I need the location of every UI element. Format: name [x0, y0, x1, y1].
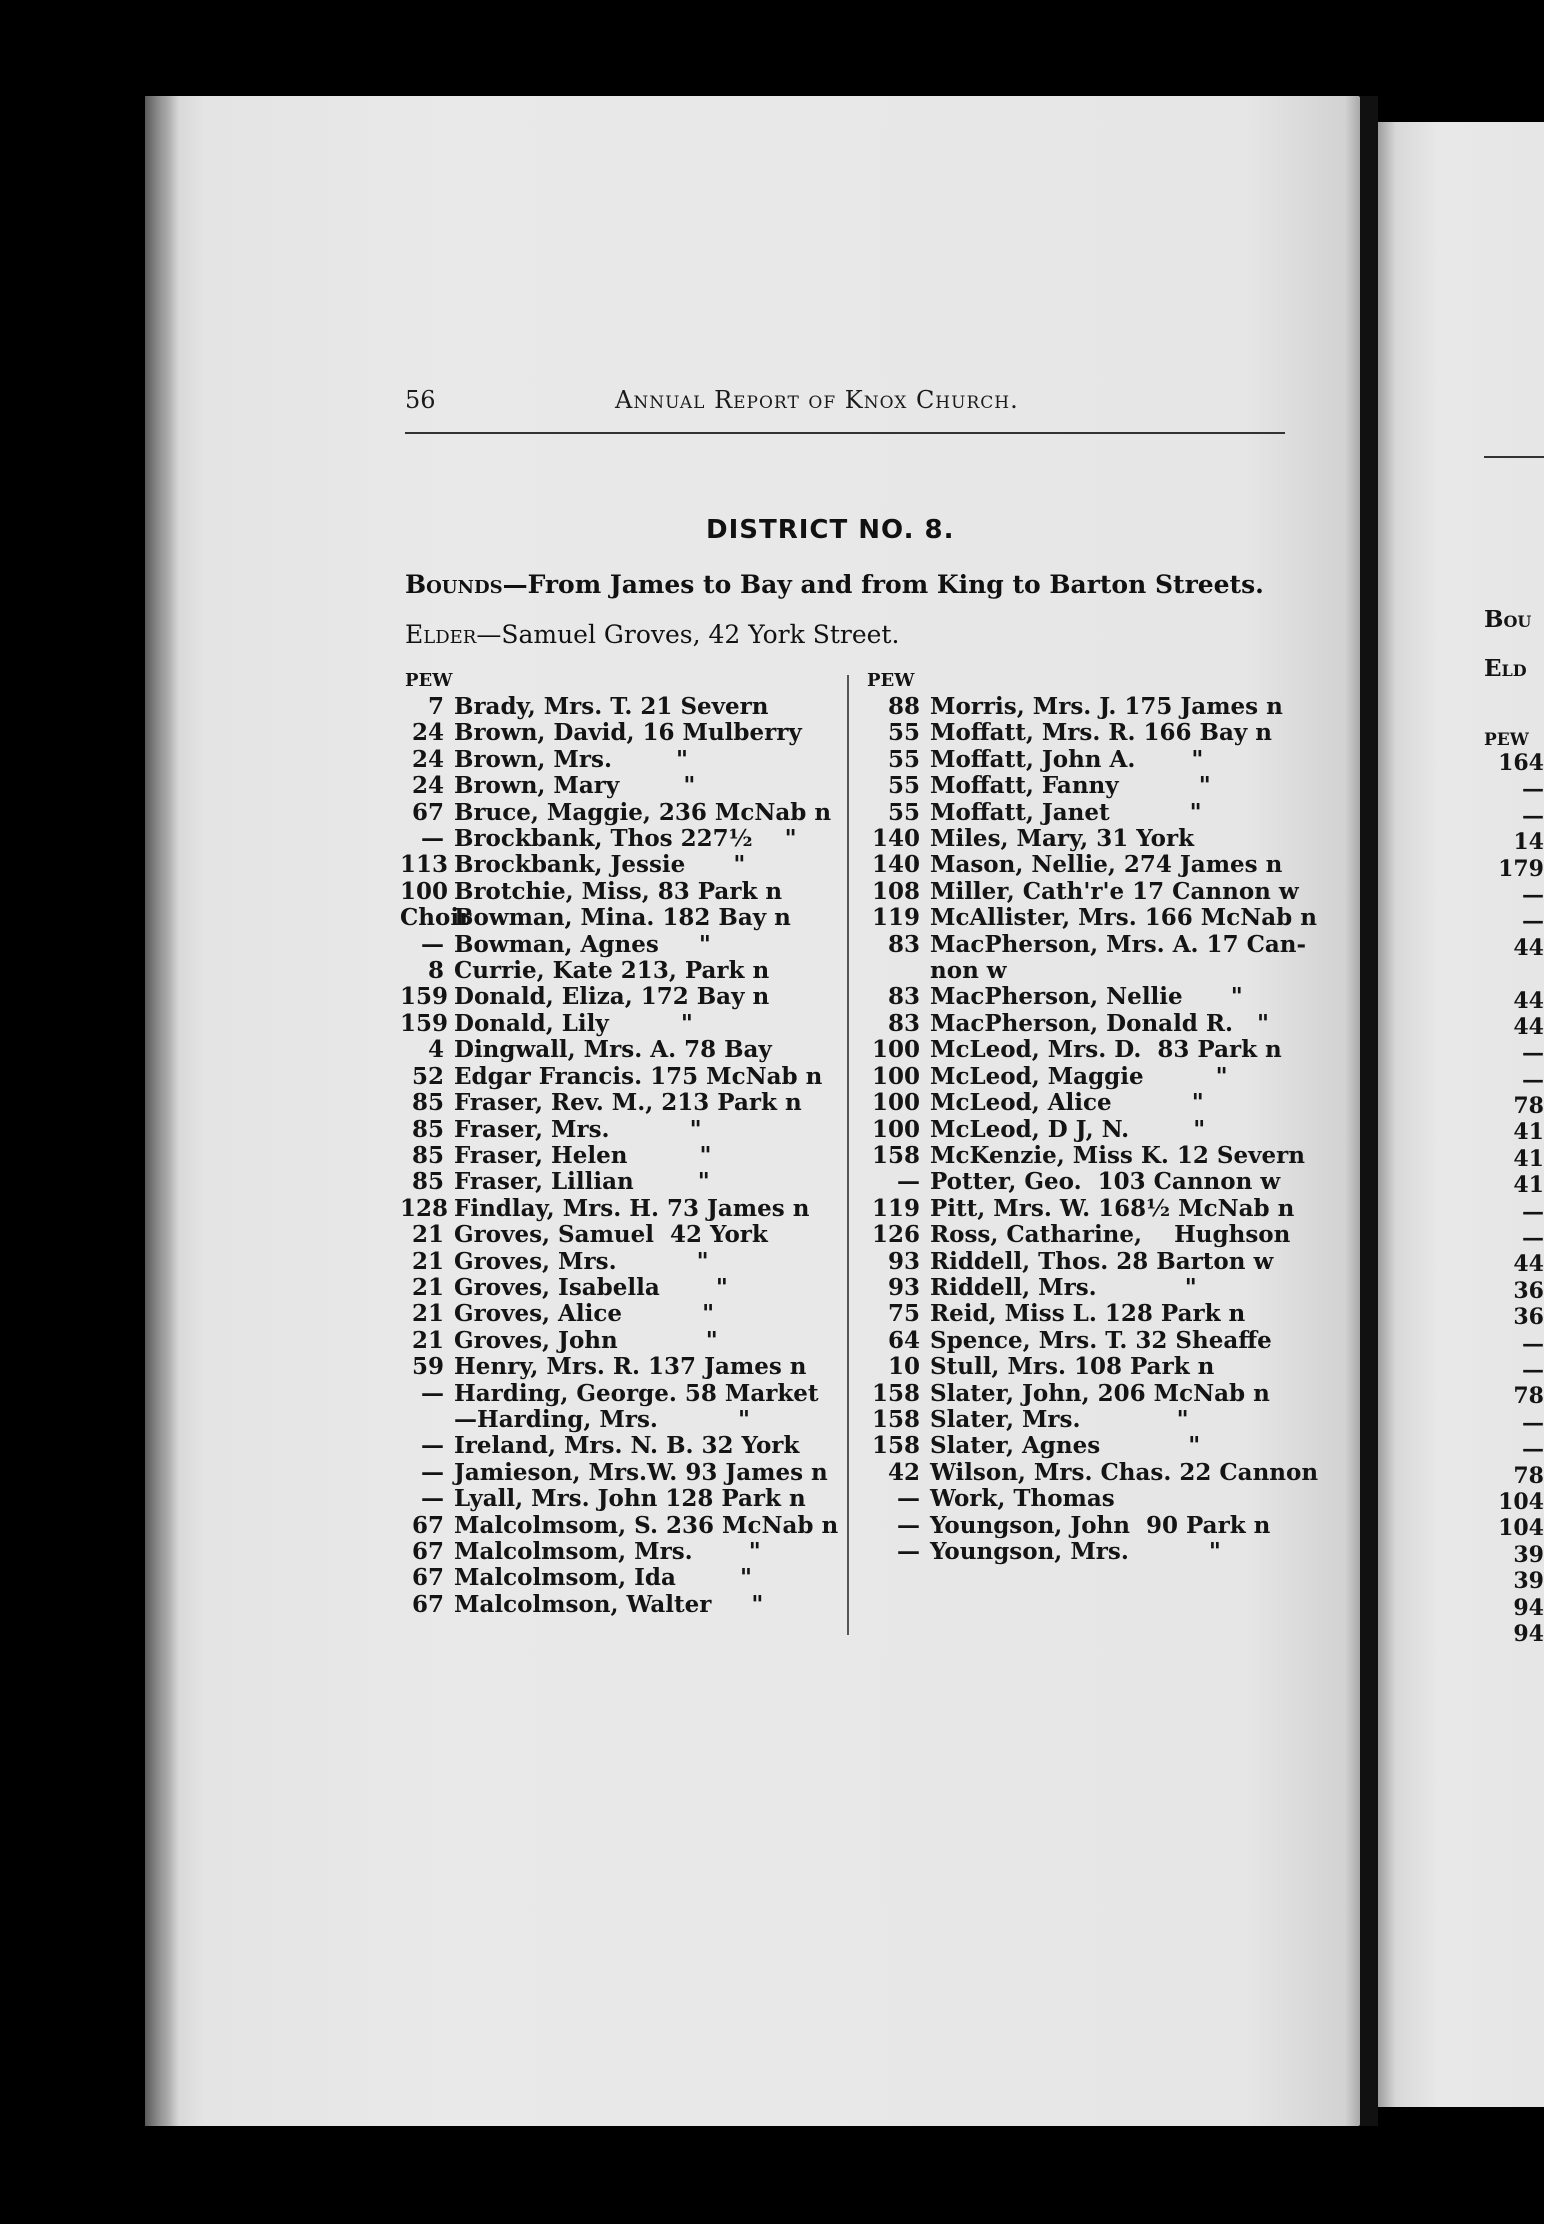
- pew-number: 21: [411, 1326, 444, 1354]
- member-row: [400, 1460, 840, 1486]
- facing-pew-number: 39: [1513, 1541, 1544, 1568]
- facing-pew-number: 41: [1513, 1119, 1544, 1146]
- member-entry: Fraser, Mrs. ": [454, 1115, 702, 1143]
- facing-pew-number: —: [1522, 1225, 1544, 1252]
- member-entry: Youngson, Mrs. ": [930, 1538, 1221, 1565]
- pew-number: 158: [871, 1141, 920, 1169]
- facing-pew-number: 164: [1498, 750, 1544, 776]
- pew-number: 83: [887, 930, 920, 958]
- pew-number: 59: [411, 1353, 444, 1381]
- member-row: [862, 1275, 1302, 1301]
- elder-label: Elder: [405, 620, 477, 649]
- member-entry: Edgar Francis. 175 McNab n: [454, 1062, 823, 1090]
- facing-pew-number: 14: [1513, 829, 1544, 856]
- pew-number: 100: [871, 1062, 920, 1090]
- pew-number: 24: [411, 772, 444, 800]
- member-row: [400, 747, 840, 773]
- member-entry: —Harding, Mrs. ": [454, 1405, 750, 1433]
- bounds-text: —From James to Bay and from King to Barton Streets.: [502, 570, 1264, 599]
- member-row: [400, 1037, 840, 1063]
- member-entry: Fraser, Rev. M., 213 Park n: [454, 1089, 802, 1117]
- pew-number: 85: [411, 1168, 444, 1196]
- pew-number: 67: [411, 1590, 444, 1618]
- member-entry: Harding, George. 58 Market: [454, 1379, 819, 1407]
- facing-pew-number: 41: [1513, 1145, 1544, 1172]
- member-row: [862, 1117, 1302, 1143]
- member-entry: Groves, Mrs. ": [454, 1247, 709, 1275]
- member-entry: Malcolmsom, Ida ": [454, 1564, 752, 1592]
- pew-number: —: [421, 1485, 444, 1513]
- pew-number: —: [421, 825, 444, 853]
- member-row: [862, 879, 1302, 905]
- member-entry: Groves, Isabella ": [454, 1273, 728, 1301]
- pew-number: 24: [411, 745, 444, 773]
- member-row: [400, 1565, 840, 1591]
- pew-number: Choir: [400, 904, 472, 932]
- right-member-column: [862, 668, 1319, 1565]
- member-row: [400, 826, 840, 852]
- member-row: [400, 879, 840, 905]
- facing-pew-number: [1490, 961, 1544, 987]
- pew-number: 83: [887, 1009, 920, 1037]
- member-entry: Brockbank, Jessie ": [454, 851, 746, 879]
- pew-number: 158: [871, 1379, 920, 1407]
- member-row: [400, 1249, 840, 1275]
- member-entry: McLeod, Alice ": [930, 1089, 1204, 1117]
- facing-bounds-fragment: Bou: [1484, 606, 1532, 633]
- facing-pew-number: 44: [1513, 1013, 1544, 1040]
- pew-number: 52: [411, 1062, 444, 1090]
- member-entry: Brown, David, 16 Mulberry: [454, 719, 802, 747]
- member-entry: Jamieson, Mrs.W. 93 James n: [454, 1458, 828, 1486]
- member-entry: Fraser, Lillian ": [454, 1168, 710, 1196]
- member-row: [400, 800, 840, 826]
- member-entry: Spence, Mrs. T. 32 Sheaffe: [930, 1326, 1272, 1354]
- facing-pew-number: —: [1522, 1066, 1544, 1093]
- member-entry: Pitt, Mrs. W. 168½ McNab n: [930, 1194, 1295, 1222]
- facing-header-rule: [1484, 456, 1544, 458]
- pew-number: 88: [887, 693, 920, 720]
- member-entry: Potter, Geo. 103 Cannon w: [930, 1168, 1281, 1196]
- member-entry: Malcolmsom, Mrs. ": [454, 1538, 761, 1565]
- facing-pew-number: 78: [1513, 1462, 1544, 1489]
- district-bounds: [405, 570, 1264, 599]
- member-entry: Miles, Mary, 31 York: [930, 825, 1195, 853]
- member-row: [400, 1117, 840, 1143]
- facing-pew-number: 36: [1513, 1304, 1544, 1331]
- member-entry: Findlay, Mrs. H. 73 James n: [454, 1194, 810, 1222]
- member-entry: Brown, Mary ": [454, 772, 696, 800]
- left-member-column: [400, 668, 840, 1618]
- member-row: [862, 958, 1302, 984]
- pew-number: —: [421, 1458, 444, 1486]
- pew-number: —: [897, 1168, 920, 1196]
- member-entry: Bruce, Maggie, 236 McNab n: [454, 798, 832, 826]
- facing-elder-fragment: Eld: [1484, 655, 1527, 682]
- member-entry: Donald, Eliza, 172 Bay n: [454, 983, 770, 1011]
- pew-column-header: PEW: [405, 670, 453, 691]
- member-row: [862, 1433, 1302, 1459]
- column-divider: [847, 675, 849, 1635]
- member-entry: Riddell, Thos. 28 Barton w: [930, 1247, 1274, 1275]
- facing-pew-number: —: [1522, 881, 1544, 908]
- member-row: [400, 1301, 840, 1327]
- facing-pew-number: —: [1522, 1436, 1544, 1463]
- pew-number: 100: [871, 1115, 920, 1143]
- facing-pew-number: 78: [1513, 1093, 1544, 1120]
- pew-number: —: [897, 1511, 920, 1539]
- facing-pew-number: —: [1522, 908, 1544, 935]
- member-entry: Slater, Agnes ": [930, 1432, 1201, 1460]
- facing-pew-number: —: [1522, 1356, 1544, 1383]
- pew-number: 21: [411, 1273, 444, 1301]
- pew-number: 85: [411, 1141, 444, 1169]
- pew-number: 67: [411, 1511, 444, 1539]
- member-row: [400, 1539, 840, 1565]
- member-entry: Donald, Lily ": [454, 1009, 693, 1037]
- pew-number: 55: [887, 772, 920, 800]
- pew-number: 55: [887, 745, 920, 773]
- facing-pew-number: —: [1522, 1409, 1544, 1436]
- elder-text: —Samuel Groves, 42 York Street.: [476, 620, 900, 649]
- member-entry: Lyall, Mrs. John 128 Park n: [454, 1485, 806, 1513]
- member-entry: Fraser, Helen ": [454, 1141, 712, 1169]
- pew-number: 67: [411, 1538, 444, 1565]
- pew-number: 126: [871, 1221, 920, 1249]
- member-entry: Brockbank, Thos 227½ ": [454, 825, 797, 853]
- member-entry: Dingwall, Mrs. A. 78 Bay: [454, 1036, 772, 1064]
- district-title: DISTRICT NO. 8.: [706, 515, 955, 545]
- member-row: [862, 1249, 1302, 1275]
- member-entry: Groves, Alice ": [454, 1300, 715, 1328]
- member-row: [400, 852, 840, 878]
- running-head: Annual Report of Knox Church.: [615, 386, 1019, 414]
- page-header: [405, 386, 1285, 420]
- pew-number: 93: [887, 1273, 920, 1301]
- member-entry: McKenzie, Miss K. 12 Severn: [930, 1141, 1305, 1169]
- member-row: [862, 930, 1307, 958]
- member-entry: Morris, Mrs. J. 175 James n: [930, 693, 1283, 720]
- bounds-label: Bounds: [405, 570, 503, 599]
- facing-pew-number: 41: [1513, 1172, 1544, 1199]
- book-gutter: [1360, 96, 1378, 2126]
- pew-number: 158: [871, 1405, 920, 1433]
- facing-pew-number: 94: [1513, 1594, 1544, 1621]
- member-row: [862, 1458, 1319, 1486]
- member-row: [400, 1381, 840, 1407]
- pew-number: 67: [411, 1564, 444, 1592]
- pew-number: 83: [887, 983, 920, 1011]
- pew-number: —: [421, 1432, 444, 1460]
- member-entry: McLeod, Mrs. D. 83 Park n: [930, 1036, 1282, 1064]
- facing-pew-number: 44: [1513, 987, 1544, 1014]
- member-row: [400, 1275, 840, 1301]
- page-number: 56: [405, 386, 436, 414]
- pew-number: 21: [411, 1247, 444, 1275]
- facing-pew-number: —: [1522, 1198, 1544, 1225]
- pew-column-header: PEW: [867, 670, 915, 691]
- member-entry: Stull, Mrs. 108 Park n: [930, 1353, 1215, 1381]
- member-row: [862, 1486, 1302, 1512]
- district-elder: [405, 620, 899, 649]
- member-row: [400, 1328, 840, 1354]
- member-row: [862, 1141, 1305, 1169]
- member-row: [862, 984, 1302, 1010]
- member-row: [400, 1592, 840, 1618]
- pew-number: 159: [400, 983, 449, 1011]
- pew-number: 128: [400, 1194, 449, 1222]
- member-row: [862, 1328, 1302, 1354]
- member-entry: Groves, Samuel 42 York: [454, 1221, 768, 1249]
- member-row: [862, 1354, 1302, 1380]
- pew-number: —: [897, 1485, 920, 1513]
- member-row: [862, 1222, 1302, 1248]
- pew-number: 85: [411, 1115, 444, 1143]
- facing-pew-number: 94: [1513, 1620, 1544, 1647]
- member-entry: Bowman, Mina. 182 Bay n: [454, 904, 791, 932]
- member-row: [400, 932, 840, 958]
- member-entry: Wilson, Mrs. Chas. 22 Cannon: [930, 1458, 1319, 1486]
- member-entry: Malcolmsom, S. 236 McNab n: [454, 1511, 839, 1539]
- facing-pew-number: —: [1522, 802, 1544, 829]
- member-row: [400, 1222, 840, 1248]
- member-entry: Ireland, Mrs. N. B. 32 York: [454, 1432, 800, 1460]
- pew-number: 75: [887, 1300, 920, 1328]
- member-row: [400, 1354, 840, 1380]
- pew-number: —: [421, 1379, 444, 1407]
- pew-number: 119: [871, 904, 920, 932]
- member-entry: Moffatt, Mrs. R. 166 Bay n: [930, 719, 1272, 747]
- member-row: [400, 694, 840, 720]
- member-entry: McAllister, Mrs. 166 McNab n: [930, 904, 1317, 932]
- pew-number: 42: [887, 1458, 920, 1486]
- pew-number: 55: [887, 798, 920, 826]
- pew-number: 55: [887, 719, 920, 747]
- pew-number: 85: [411, 1089, 444, 1117]
- pew-number: 100: [871, 1036, 920, 1064]
- member-row: [862, 694, 1302, 720]
- member-row: [400, 1011, 840, 1037]
- pew-number: 24: [411, 719, 444, 747]
- member-row: [862, 1381, 1302, 1407]
- member-row: [400, 1090, 840, 1116]
- pew-number: 100: [400, 877, 449, 905]
- facing-pew-number: 44: [1513, 934, 1544, 961]
- facing-pew-number: —: [1522, 1330, 1544, 1357]
- pew-number: 64: [887, 1326, 920, 1354]
- member-row: [862, 1169, 1302, 1195]
- member-row: [862, 1301, 1302, 1327]
- member-row: [862, 800, 1302, 826]
- member-row: [400, 1433, 840, 1459]
- facing-pew-number: 39: [1513, 1568, 1544, 1595]
- pew-number: 21: [411, 1300, 444, 1328]
- member-row: [862, 852, 1302, 878]
- member-entry: Moffatt, Janet ": [930, 798, 1202, 826]
- pew-number: 158: [871, 1432, 920, 1460]
- pew-number: 67: [411, 798, 444, 826]
- facing-pew-number: 78: [1513, 1383, 1544, 1410]
- member-entry: Mason, Nellie, 274 James n: [930, 851, 1283, 879]
- facing-pew-header: PEW: [1484, 730, 1529, 750]
- member-row: [862, 904, 1317, 932]
- member-row: [862, 1011, 1302, 1037]
- member-entry: McLeod, Maggie ": [930, 1062, 1228, 1090]
- member-entry: MacPherson, Nellie ": [930, 983, 1243, 1011]
- pew-number: 140: [871, 851, 920, 879]
- member-row: [862, 773, 1302, 799]
- pew-number: —: [897, 1538, 920, 1565]
- facing-pew-number: 104: [1498, 1488, 1544, 1515]
- pew-number: 93: [887, 1247, 920, 1275]
- member-row: [862, 1037, 1302, 1063]
- member-entry: Groves, John ": [454, 1326, 718, 1354]
- facing-pew-number: 44: [1513, 1251, 1544, 1278]
- member-entry: Youngson, John 90 Park n: [930, 1511, 1271, 1539]
- facing-pew-number: 179: [1498, 855, 1544, 882]
- member-entry: Bowman, Agnes ": [454, 930, 711, 958]
- pew-number: 113: [400, 851, 449, 879]
- member-row: [862, 747, 1302, 773]
- facing-pew-numbers: [1490, 750, 1544, 1647]
- member-entry: Slater, John, 206 McNab n: [930, 1379, 1270, 1407]
- member-row: [400, 1513, 840, 1539]
- member-row: [400, 720, 840, 746]
- member-entry: Moffatt, Fanny ": [930, 772, 1211, 800]
- member-row: [862, 1407, 1302, 1433]
- member-row: [400, 984, 840, 1010]
- header-rule: [405, 432, 1285, 434]
- facing-pew-number: 104: [1498, 1515, 1544, 1542]
- left-member-list: [400, 694, 840, 1618]
- pew-number: —: [421, 930, 444, 958]
- member-entry: Ross, Catharine, Hughson: [930, 1221, 1291, 1249]
- member-entry: Riddell, Mrs. ": [930, 1273, 1197, 1301]
- member-row: [400, 958, 840, 984]
- member-entry: MacPherson, Mrs. A. 17 Can-: [930, 930, 1307, 958]
- member-row: [862, 1513, 1302, 1539]
- member-row: [400, 1407, 840, 1433]
- member-row: [862, 826, 1302, 852]
- pew-number: 108: [871, 877, 920, 905]
- member-entry: Malcolmson, Walter ": [454, 1590, 764, 1618]
- member-entry: Work, Thomas: [930, 1485, 1115, 1513]
- member-row: [400, 1064, 840, 1090]
- pew-number: 140: [871, 825, 920, 853]
- pew-number: 159: [400, 1009, 449, 1037]
- pew-number: 7: [427, 693, 444, 720]
- right-member-list: [862, 693, 1319, 1565]
- member-row: [400, 1143, 840, 1169]
- facing-pew-number: 36: [1513, 1277, 1544, 1304]
- pew-number: 4: [427, 1036, 444, 1064]
- member-row: [400, 1486, 840, 1512]
- pew-number: 10: [887, 1353, 920, 1381]
- member-row: [862, 1196, 1302, 1222]
- pew-number: 100: [871, 1089, 920, 1117]
- member-entry: Moffatt, John A. ": [930, 745, 1204, 773]
- member-row: [862, 1064, 1302, 1090]
- member-entry: MacPherson, Donald R. ": [930, 1009, 1270, 1037]
- member-entry: Brown, Mrs. ": [454, 745, 689, 773]
- member-row: [400, 773, 840, 799]
- pew-number: [400, 1407, 454, 1433]
- member-row: [400, 1196, 840, 1222]
- member-row: [400, 1169, 840, 1195]
- pew-number: 21: [411, 1221, 444, 1249]
- member-entry: Brotchie, Miss, 83 Park n: [454, 877, 783, 905]
- pew-number: 119: [871, 1194, 920, 1222]
- member-row: [862, 1090, 1302, 1116]
- member-row: [862, 1539, 1302, 1565]
- pew-number: [862, 958, 930, 984]
- pew-number: 8: [427, 957, 444, 985]
- member-entry: Currie, Kate 213, Park n: [454, 957, 770, 985]
- member-entry: Henry, Mrs. R. 137 James n: [454, 1353, 807, 1381]
- facing-pew-number: —: [1522, 1040, 1544, 1067]
- member-row: [862, 720, 1302, 746]
- member-entry: Reid, Miss L. 128 Park n: [930, 1300, 1246, 1328]
- member-entry: Miller, Cath'r'e 17 Cannon w: [930, 877, 1299, 905]
- facing-pew-number: —: [1522, 776, 1544, 803]
- member-entry: Brady, Mrs. T. 21 Severn: [454, 693, 769, 720]
- member-entry: McLeod, D J, N. ": [930, 1115, 1206, 1143]
- member-entry: Slater, Mrs. ": [930, 1405, 1189, 1433]
- member-row: [400, 905, 840, 931]
- member-entry: non w: [930, 957, 1007, 985]
